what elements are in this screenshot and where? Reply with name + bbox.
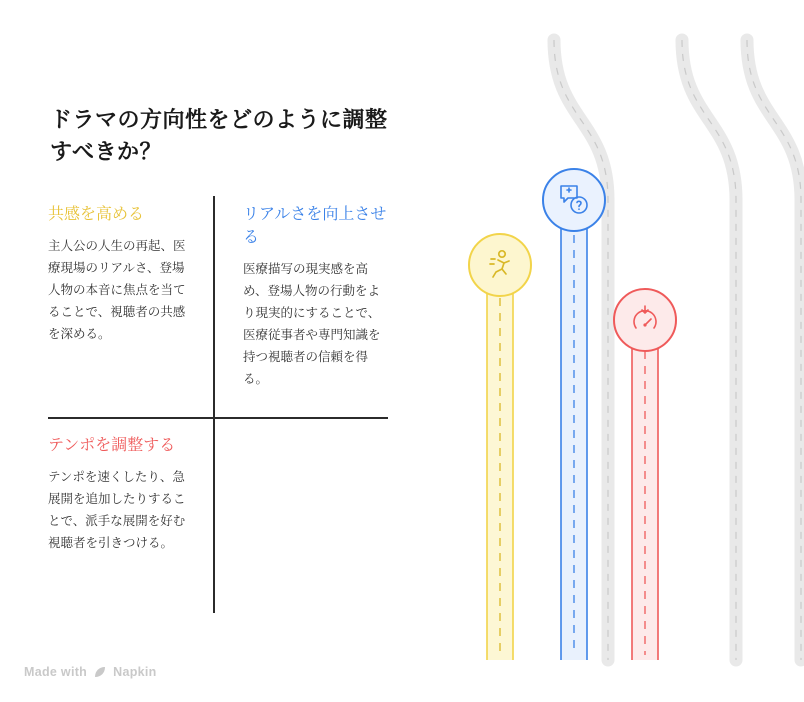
horizontal-divider (48, 417, 388, 419)
watermark-brand: Napkin (113, 665, 157, 679)
quadrant-realism (243, 203, 388, 391)
quadrant-empathy-body: 主人公の人生の再起、医療現場のリアルさ、登場人物の本音に焦点を当てることで、視聴者の共感を深める。 (48, 239, 186, 341)
napkin-leaf-icon (93, 665, 107, 679)
lane-tempo (614, 289, 676, 660)
watermark-text: Made with (24, 665, 88, 679)
quadrant-empathy (48, 203, 193, 346)
vertical-divider (213, 196, 215, 613)
quadrant-empathy-heading: 共感を高める (48, 206, 145, 223)
quadrant-tempo-heading: テンポを調整する (48, 437, 176, 454)
page-title: ドラマの方向性をどのように調整すべきか？ (50, 107, 388, 164)
quadrant-realism-body: 医療描写の現実感を高め、登場人物の行動をより現実的にすることで、医療従事者や専門知識を持つ視聴者の信頼を得る。 (243, 262, 381, 386)
quadrant-tempo-body: テンポを速くしたり、急展開を追加したりすることで、派手な展開を好む視聴者を引きつける。 (48, 470, 186, 550)
quadrant-realism-heading: リアルさを向上させる (243, 206, 387, 247)
lane-graphic (464, 0, 804, 697)
lane-empathy (469, 234, 531, 660)
lane-realism (543, 169, 605, 660)
quadrant-tempo (48, 434, 193, 555)
watermark (24, 665, 157, 679)
